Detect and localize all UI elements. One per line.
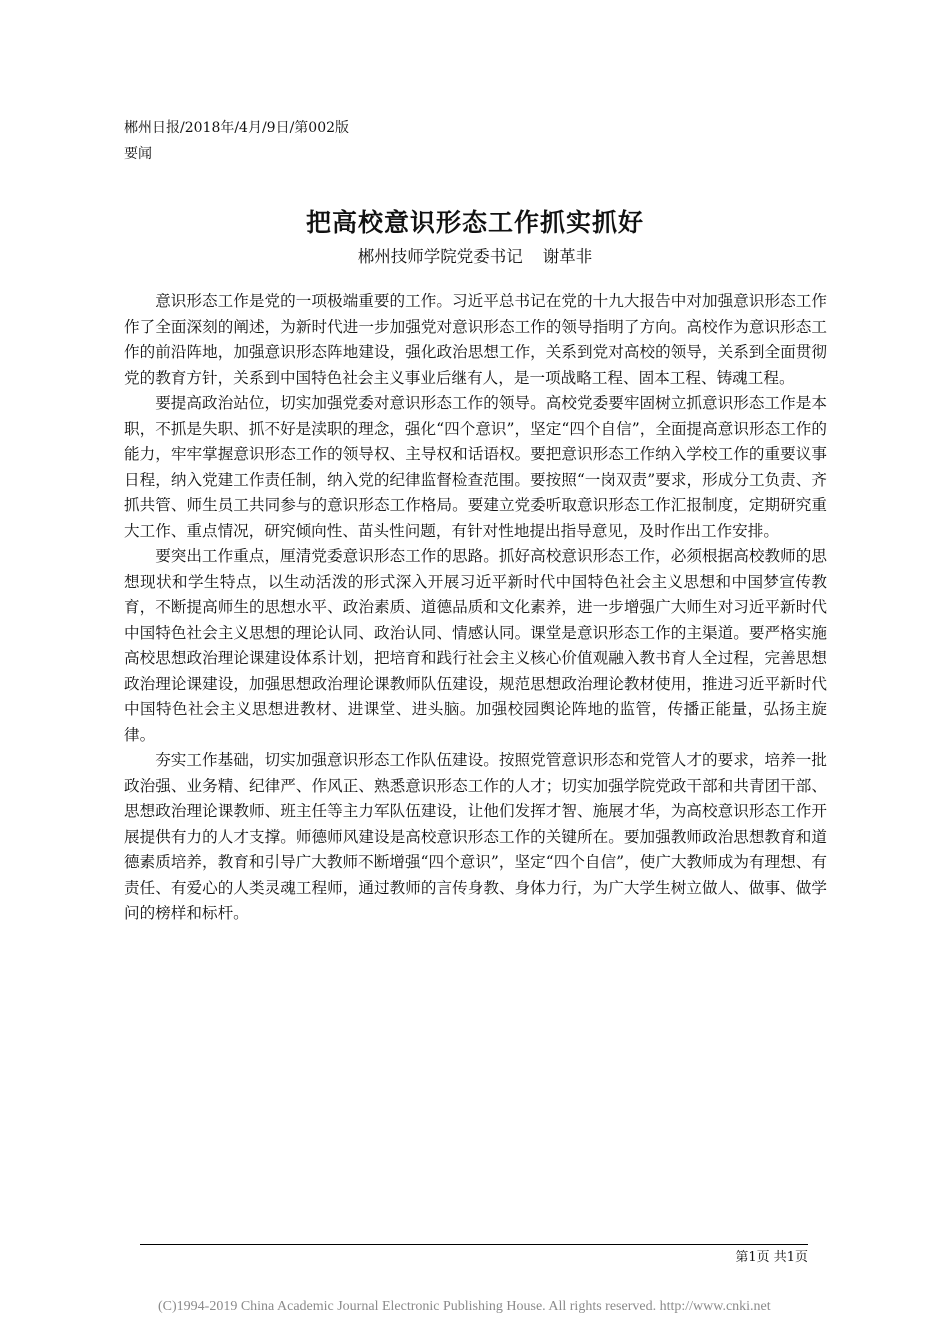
- article-paragraph: 夯实工作基础，切实加强意识形态工作队伍建设。按照党管意识形态和党管人才的要求，培养一批政治强、业务精、纪律严、作风正、熟悉意识形态工作的人才；切实加强学院党政干部和共青团干部、思想政治理论课教师、班主任等主力军队伍建设，让他们发挥才智、施展才华，为高校意识形态工作开展提供有力的人才支撑。师德师风建设是高校意识形态工作的关键所在。要加强教师政治思想教育和道德素质培养，教育和引导广大教师不断增强“四个意识”，坚定“四个自信”，使广大教师成为有理想、有责任、有爱心的人类灵魂工程师，通过教师的言传身教、身体力行，为广大学生树立做人、做事、做学问的榜样和标杆。: [124, 751, 827, 922]
- article-title: 把高校意识形态工作抓实抓好: [305, 207, 644, 237]
- article-paragraph: 要提高政治站位，切实加强党委对意识形态工作的领导。高校党委要牢固树立抓意识形态工作是本职，不抓是失职、抓不好是渎职的理念，强化“四个意识”，坚定“四个自信”，全面提高意识形态工作的能力，牢牢掌握意识形态工作的领导权、主导权和话语权。要把意识形态工作纳入学校工作的重要议事日程，纳入党建工作责任制，纳入党的纪律监督检查范围。要按照“一岗双责”要求，形成分工负责、齐抓共管、师生员工共同参与的意识形态工作格局。要建立党委听取意识形态工作汇报制度，定期研究重大工作、重点情况，研究倾向性、苗头性问题，有针对性地提出指导意见，及时作出工作安排。: [124, 394, 827, 540]
- author-name: 谢革非: [542, 247, 593, 266]
- footer-divider: [140, 1244, 808, 1245]
- section-label: 要闻: [124, 146, 152, 162]
- article-paragraph: 要突出工作重点，厘清党委意识形态工作的思路。抓好高校意识形态工作，必须根据高校教师的思想现状和学生特点，以生动活泼的形式深入开展习近平新时代中国特色社会主义思想和中国梦宣传教育，不断提高师生的思想水平、政治素质、道德品质和文化素养，进一步增强广大师生对习近平新时代中国特色社会主义思想的理论认同、政治认同、情感认同。课堂是意识形态工作的主渠道。要严格实施高校思想政治理论课建设体系计划，把培育和践行社会主义核心价值观融入教书育人全过程，完善思想政治理论课建设，加强思想政治理论课教师队伍建设，规范思想政治理论教材使用，推进习近平新时代中国特色社会主义思想进教材、进课堂、进头脑。加强校园舆论阵地的监管，传播正能量，弘扬主旋律。: [124, 547, 827, 744]
- page-indicator: 第1页 共1页: [735, 1250, 808, 1265]
- source-meta: 郴州日报/2018年/4月/9日/第002版: [124, 120, 350, 136]
- author-affiliation: 郴州技师学院党委书记: [357, 247, 523, 266]
- byline: [0, 245, 950, 269]
- copyright-watermark: (C)1994-2019 China Academic Journal Electronic Publishing House. All rights reserved. http://www.cnki.net: [158, 1299, 771, 1314]
- article-paragraph: 意识形态工作是党的一项极端重要的工作。习近平总书记在党的十九大报告中对加强意识形态工作作了全面深刻的阐述，为新时代进一步加强党对意识形态工作的领导指明了方向。高校作为意识形态工作的前沿阵地，加强意识形态阵地建设，强化政治思想工作，关系到党对高校的领导，关系到全面贯彻党的教育方针，关系到中国特色社会主义事业后继有人，是一项战略工程、固本工程、铸魂工程。: [124, 292, 827, 387]
- article-body: [124, 289, 827, 927]
